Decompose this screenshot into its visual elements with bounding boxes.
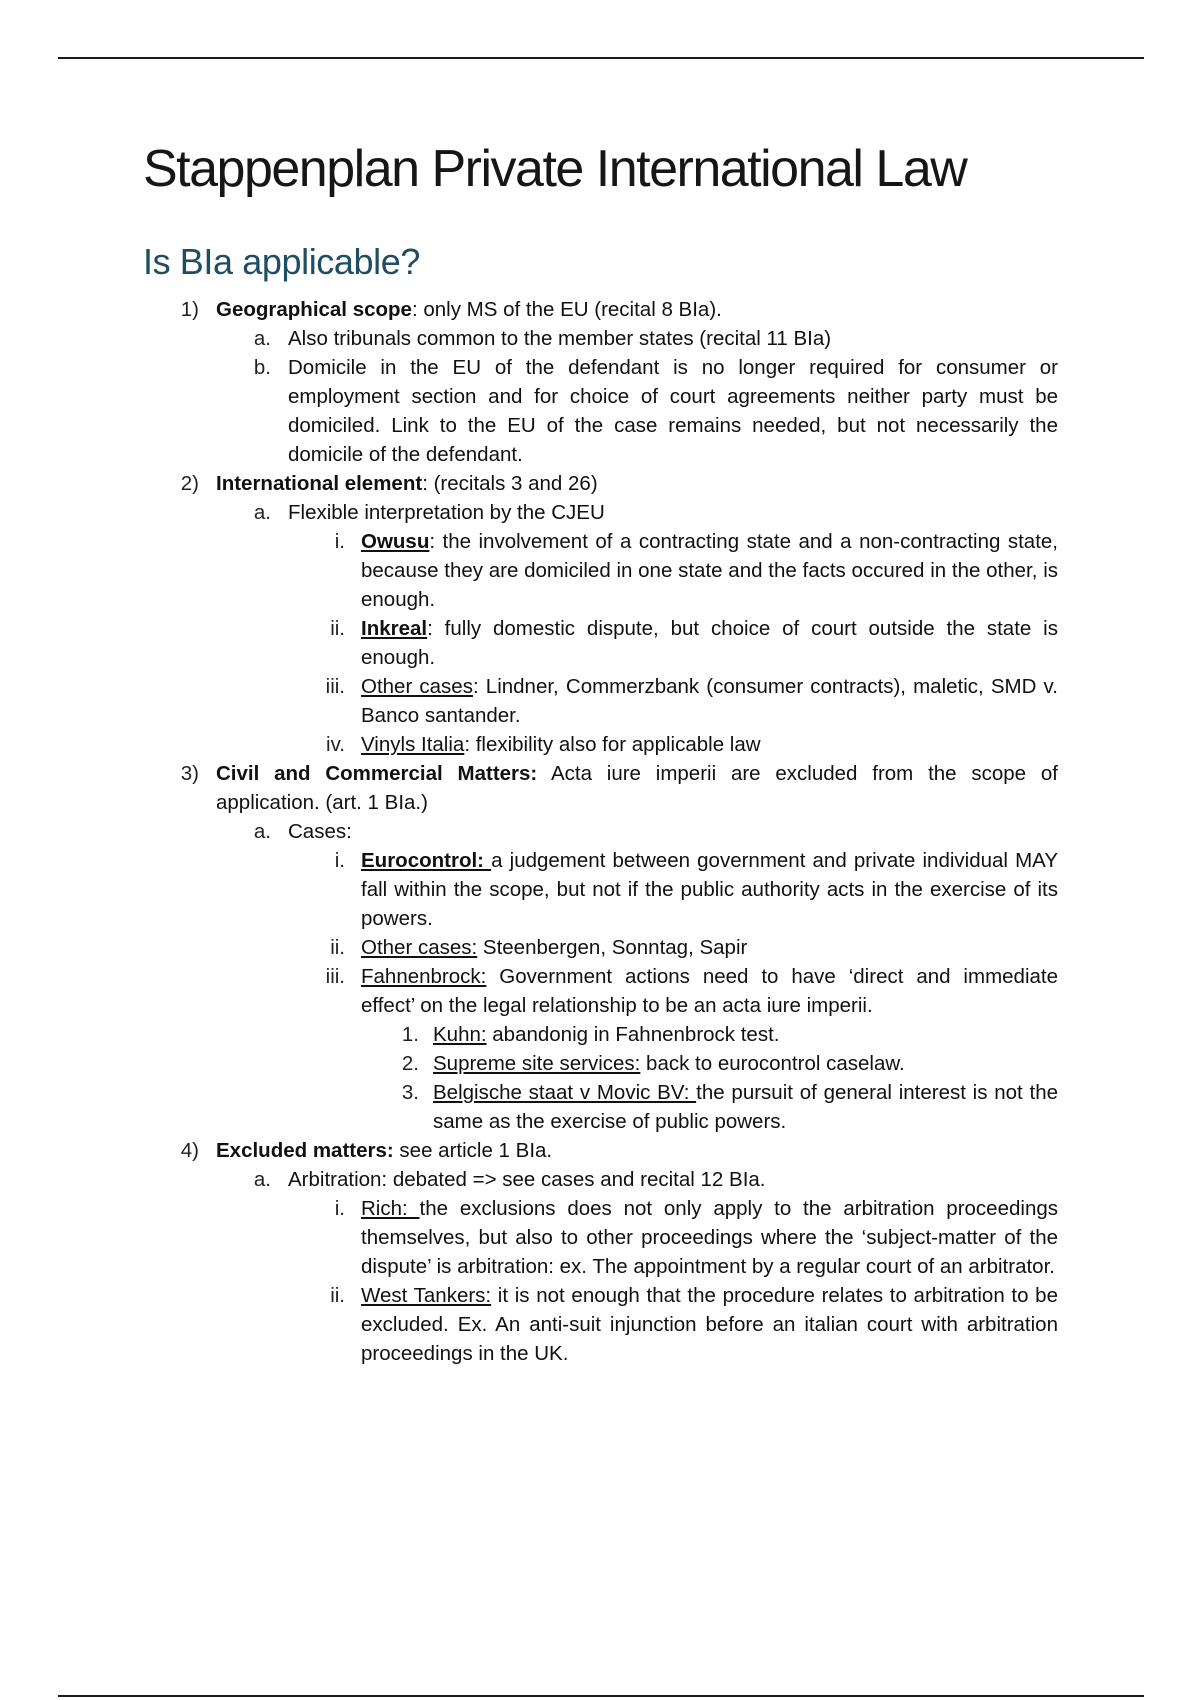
list-marker: ii.	[330, 936, 345, 960]
item-text: : the involvement of a contracting state and a non-contracting state, because they are domiciled in one state and the facts occured in the other, is enough.	[361, 530, 1058, 612]
document-page	[143, 140, 1058, 1368]
section-heading: Is BIa applicable?	[143, 240, 420, 282]
list-marker: ii.	[330, 1284, 345, 1308]
list-marker: a.	[253, 820, 271, 844]
list-item	[143, 295, 1058, 469]
list-item	[143, 730, 1058, 759]
case-name: Vinyls Italia	[361, 733, 465, 757]
list-item	[143, 817, 1058, 1136]
item-text: Steenbergen, Sonntag, Sapir	[477, 936, 748, 960]
item-label: Civil and Commercial Matters:	[216, 762, 538, 786]
case-name: Supreme site services:	[433, 1052, 641, 1076]
list-item	[143, 498, 1058, 759]
item-text: back to eurocontrol caselaw.	[640, 1052, 905, 1076]
list-marker: 1)	[180, 298, 199, 322]
item-label: International element	[216, 472, 423, 496]
list-item	[143, 1194, 1058, 1281]
list-item	[143, 324, 1058, 353]
list-marker: 3)	[180, 762, 199, 786]
outline-list	[143, 295, 1058, 1368]
case-name: Other cases	[361, 675, 473, 699]
case-name: Owusu	[361, 530, 430, 554]
item-text: a judgement between government and private individual MAY fall within the scope, but not if the public authority acts in the exercise of its powers.	[361, 849, 1059, 931]
case-name: Inkreal	[361, 617, 428, 641]
list-marker: 3.	[401, 1081, 419, 1105]
item-text: Also tribunals common to the member states (recital 11 BIa)	[288, 327, 832, 351]
list-marker: iv.	[326, 733, 345, 757]
list-marker: iii.	[325, 965, 345, 989]
case-name: Belgische staat v Movic BV:	[433, 1081, 697, 1105]
item-text: it is not enough that the procedure relates to arbitration to be excluded. Ex. An anti-suit injunction before an italian court with arbitration proceedings in the UK.	[361, 1284, 1058, 1366]
item-text: : (recitals 3 and 26)	[422, 472, 598, 496]
sub-list	[143, 527, 1058, 759]
list-item	[143, 1136, 1058, 1368]
list-marker: i.	[334, 1197, 345, 1221]
list-item	[143, 962, 1058, 1136]
list-item	[143, 1165, 1058, 1368]
list-marker: 2.	[401, 1052, 419, 1076]
sub-list	[143, 1020, 1058, 1136]
sub-list	[143, 324, 1058, 469]
sub-list	[143, 498, 1058, 759]
item-text: Acta iure imperii are excluded from the scope of application. (art. 1 BIa.)	[216, 762, 1058, 815]
sub-list	[143, 817, 1058, 1136]
sub-list	[143, 846, 1058, 1136]
list-marker: a.	[253, 327, 271, 351]
item-text: : fully domestic dispute, but choice of court outside the state is enough.	[361, 617, 1058, 670]
item-text: the exclusions does not only apply to the arbitration proceedings themselves, but also to other proceedings where the ‘subject-matter of the dispute’ is arbitration: ex. The appointment by a regular court of an arbitrator.	[361, 1197, 1058, 1279]
footer-rule	[58, 1695, 1144, 1697]
item-text: Cases:	[288, 820, 352, 844]
case-name: Rich:	[361, 1197, 420, 1221]
list-item	[143, 469, 1058, 759]
header-rule	[58, 57, 1144, 59]
item-text: abandonig in Fahnenbrock test.	[486, 1023, 780, 1047]
list-item	[143, 672, 1058, 730]
item-text: Arbitration: debated => see cases and recital 12 BIa.	[288, 1168, 766, 1192]
list-item	[143, 846, 1058, 933]
item-text: see article 1 BIa.	[393, 1139, 553, 1163]
list-marker: a.	[253, 1168, 271, 1192]
case-name: Other cases:	[361, 936, 478, 960]
item-text: the pursuit of general interest is not the same as the exercise of public powers.	[433, 1081, 1058, 1134]
list-marker: 4)	[180, 1139, 199, 1163]
item-text: Domicile in the EU of the defendant is no longer required for consumer or employment section and for choice of court agreements neither party must be domiciled. Link to the EU of the case remains needed, but not necessarily the domicile of the defendant.	[288, 356, 1058, 467]
case-name: Eurocontrol:	[361, 849, 492, 873]
list-marker: a.	[253, 501, 271, 525]
sub-list	[143, 1165, 1058, 1368]
item-text: : only MS of the EU (recital 8 BIa).	[411, 298, 722, 322]
item-label: Geographical scope	[216, 298, 412, 322]
list-item	[143, 1049, 1058, 1078]
list-item	[143, 527, 1058, 614]
list-item	[143, 614, 1058, 672]
list-marker: i.	[334, 849, 345, 873]
list-marker: ii.	[330, 617, 345, 641]
item-text: Flexible interpretation by the CJEU	[288, 501, 605, 525]
case-name: Fahnenbrock:	[361, 965, 487, 989]
list-item	[143, 933, 1058, 962]
list-item	[143, 1281, 1058, 1368]
list-marker: b.	[253, 356, 271, 380]
list-item	[143, 353, 1058, 469]
item-text: : flexibility also for applicable law	[464, 733, 761, 757]
item-label: Excluded matters:	[216, 1139, 394, 1163]
list-marker: iii.	[325, 675, 345, 699]
case-name: Kuhn:	[433, 1023, 487, 1047]
list-item	[143, 759, 1058, 1136]
list-marker: i.	[334, 530, 345, 554]
case-name: West Tankers:	[361, 1284, 492, 1308]
list-item	[143, 1020, 1058, 1049]
list-marker: 1.	[401, 1023, 419, 1047]
list-marker: 2)	[180, 472, 199, 496]
list-item	[143, 1078, 1058, 1136]
item-text: : Lindner, Commerzbank (consumer contracts), maletic, SMD v. Banco santander.	[361, 675, 1058, 728]
sub-list	[143, 1194, 1058, 1368]
document-title: Stappenplan Private International Law	[143, 140, 967, 198]
item-text: Government actions need to have ‘direct and immediate effect’ on the legal relationship to be an acta iure imperii.	[361, 965, 1058, 1018]
